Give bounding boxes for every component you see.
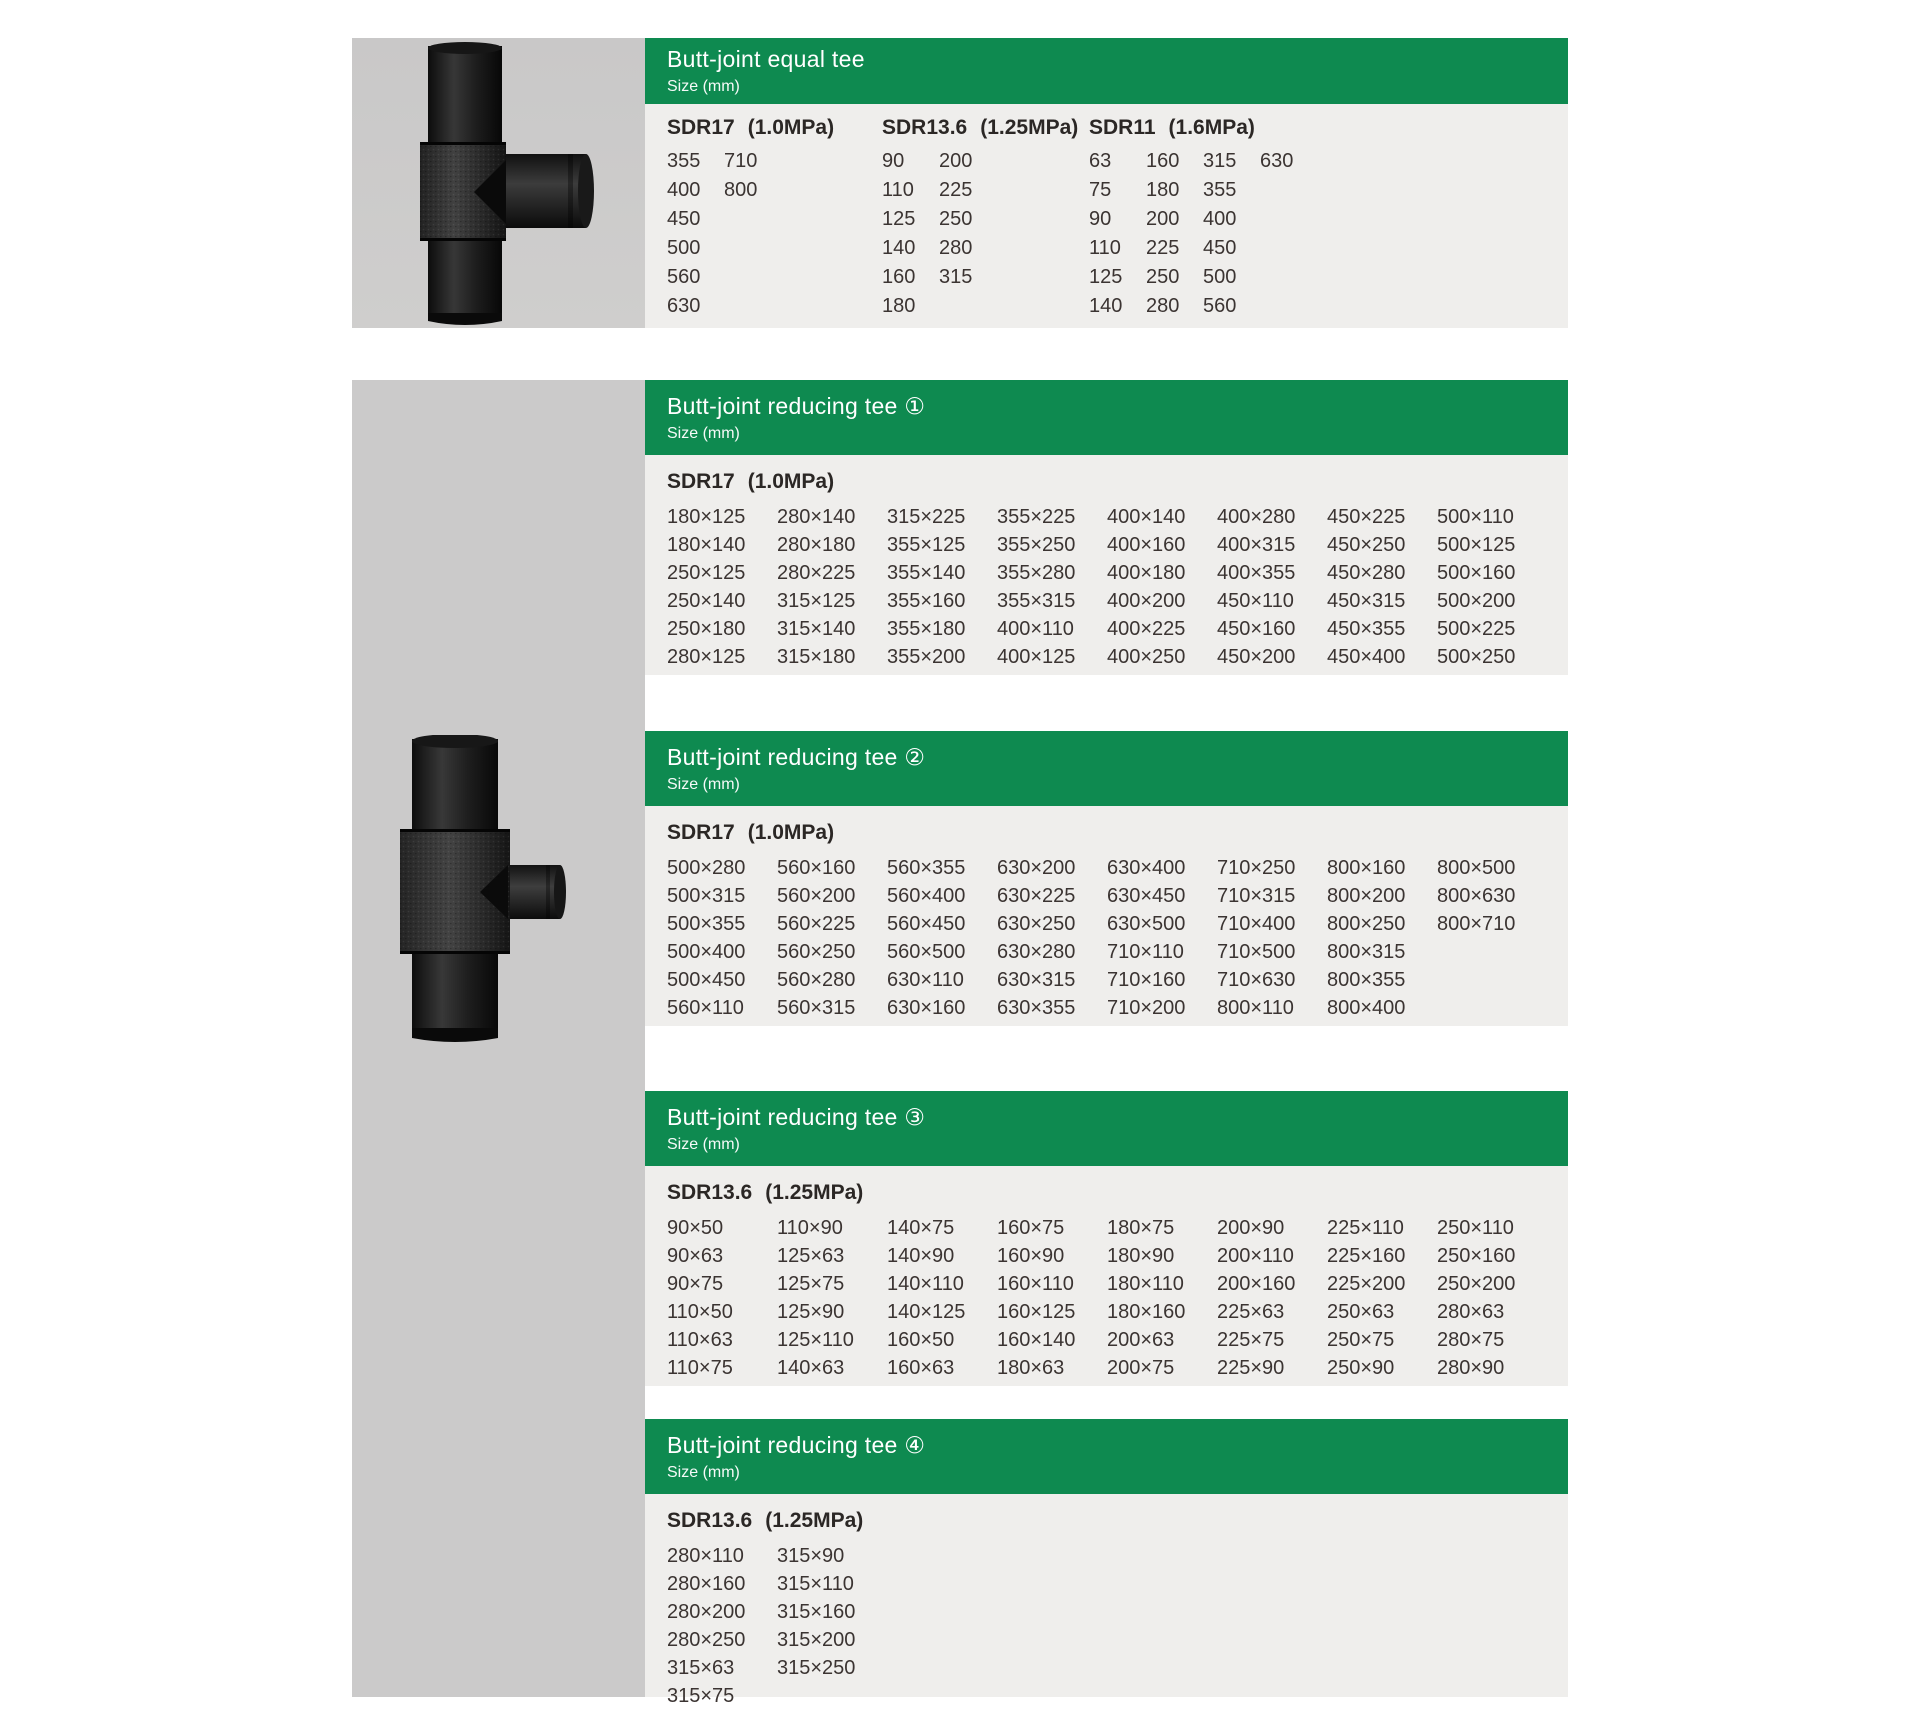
size-column <box>939 147 996 321</box>
size-value: 355×280 <box>997 562 1076 584</box>
size-value: 355×160 <box>887 590 966 612</box>
size-value: 110×63 <box>667 1329 733 1351</box>
reducing-tee-group <box>352 380 1568 1707</box>
size-value: 225×63 <box>1217 1301 1285 1323</box>
size-value: 280×225 <box>777 562 856 584</box>
product-photo-reducing-tee <box>352 735 645 1045</box>
product-photo-equal-tee <box>352 38 645 328</box>
size-column <box>1089 147 1146 321</box>
size-value: 355×200 <box>887 646 966 668</box>
size-value: 280×140 <box>777 506 856 528</box>
section-title: Butt-joint reducing tee ② <box>667 743 926 770</box>
size-value: 315×125 <box>777 590 856 612</box>
pressure-rating: (1.0MPa) <box>747 116 835 139</box>
size-value: 355×315 <box>997 590 1076 612</box>
size-value: 280×90 <box>1437 1357 1505 1379</box>
size-value: 160×63 <box>887 1357 955 1379</box>
size-column <box>1260 147 1317 321</box>
size-value: 160×125 <box>997 1301 1076 1323</box>
size-value: 180×90 <box>1107 1245 1175 1267</box>
size-value: 90×75 <box>667 1273 724 1295</box>
size-value: 180×160 <box>1107 1301 1186 1323</box>
size-column <box>1107 1214 1217 1382</box>
size-value: 630×400 <box>1107 857 1186 879</box>
size-value: 400×250 <box>1107 646 1186 668</box>
sdr-group-sdr13-6 <box>882 112 1089 328</box>
section-header <box>645 731 1568 806</box>
size-unit-label: Size (mm) <box>667 1463 740 1481</box>
size-columns <box>667 854 1568 1022</box>
size-column <box>667 147 724 321</box>
size-value: 225×110 <box>1327 1217 1404 1239</box>
size-value: 400×225 <box>1107 618 1186 640</box>
size-value: 160×110 <box>997 1273 1074 1295</box>
size-value: 160 <box>882 266 916 288</box>
size-value: 710×250 <box>1217 857 1296 879</box>
size-value: 500×280 <box>667 857 746 879</box>
section-reducing-tee-3 <box>645 1091 1568 1386</box>
section-header <box>645 1091 1568 1166</box>
size-value: 630×110 <box>887 969 964 991</box>
size-value: 125×90 <box>777 1301 845 1323</box>
size-value: 160×140 <box>997 1329 1076 1351</box>
size-value: 800×250 <box>1327 913 1406 935</box>
section-header <box>645 1419 1568 1494</box>
size-value: 560 <box>667 266 701 288</box>
size-value: 400×280 <box>1217 506 1296 528</box>
size-value: 560×160 <box>777 857 856 879</box>
pressure-rating: (1.0MPa) <box>747 470 835 493</box>
section-title: Butt-joint reducing tee ① <box>667 392 926 419</box>
size-value: 250×110 <box>1437 1217 1514 1239</box>
sdr-rating-row <box>667 1504 1568 1538</box>
size-value: 90 <box>882 150 905 172</box>
size-value: 160×75 <box>997 1217 1065 1239</box>
size-value: 125×110 <box>777 1329 854 1351</box>
size-value: 710×630 <box>1217 969 1296 991</box>
size-value: 560×200 <box>777 885 856 907</box>
size-value: 710×200 <box>1107 997 1186 1019</box>
product-photo-wrap <box>352 735 645 1045</box>
size-column <box>1217 1214 1327 1382</box>
size-table <box>645 455 1568 675</box>
size-value: 500×250 <box>1437 646 1516 668</box>
size-value: 140×110 <box>887 1273 964 1295</box>
size-value: 500 <box>1203 266 1237 288</box>
size-value: 450×250 <box>1327 534 1406 556</box>
size-value: 280×110 <box>667 1545 744 1567</box>
size-column <box>997 854 1107 1022</box>
size-value: 315×250 <box>777 1657 856 1679</box>
size-value: 315×180 <box>777 646 856 668</box>
size-value: 225×160 <box>1327 1245 1406 1267</box>
sdr-rating-row <box>667 465 1568 499</box>
size-value: 450 <box>667 208 701 230</box>
section-reducing-tee-1 <box>645 380 1568 675</box>
section-header <box>645 380 1568 455</box>
size-value: 355 <box>667 150 701 172</box>
size-value: 90 <box>1089 208 1112 230</box>
size-value: 800×500 <box>1437 857 1516 879</box>
sdr-rating: SDR17 <box>667 821 735 844</box>
size-value: 315 <box>939 266 973 288</box>
size-value: 500 <box>667 237 701 259</box>
size-value: 225×90 <box>1217 1357 1285 1379</box>
size-column <box>1217 503 1327 671</box>
size-columns <box>667 1542 1568 1710</box>
size-column <box>724 147 781 321</box>
size-value: 315×225 <box>887 506 966 528</box>
pressure-rating: (1.25MPa) <box>980 116 1079 139</box>
size-value: 180×125 <box>667 506 746 528</box>
size-value: 225 <box>1146 237 1180 259</box>
size-value: 125 <box>1089 266 1123 288</box>
size-value: 400×110 <box>997 618 1074 640</box>
sdr-rating: SDR17 <box>667 116 735 139</box>
size-value: 125×75 <box>777 1273 845 1295</box>
size-value: 110×90 <box>777 1217 843 1239</box>
size-value: 90×50 <box>667 1217 724 1239</box>
size-value: 800×200 <box>1327 885 1406 907</box>
sdr-group-sdr11 <box>1089 112 1568 328</box>
size-value: 355 <box>1203 179 1237 201</box>
size-value: 800×630 <box>1437 885 1516 907</box>
size-column <box>1203 147 1260 321</box>
size-value: 180×75 <box>1107 1217 1175 1239</box>
section-reducing-tee-2 <box>645 731 1568 1026</box>
sdr-group-sdr17 <box>667 112 882 328</box>
size-value: 560 <box>1203 295 1237 317</box>
size-unit-label: Size (mm) <box>667 78 740 95</box>
size-value: 800×110 <box>1217 997 1294 1019</box>
size-table <box>645 1166 1568 1386</box>
size-column <box>777 1542 887 1710</box>
size-value: 200×110 <box>1217 1245 1294 1267</box>
size-value: 225×75 <box>1217 1329 1285 1351</box>
size-value: 710 <box>724 150 758 172</box>
size-value: 560×500 <box>887 941 966 963</box>
size-value: 140×125 <box>887 1301 966 1323</box>
sdr-rating: SDR13.6 <box>667 1509 753 1532</box>
section-reducing-tee-4 <box>645 1419 1568 1707</box>
size-unit-label: Size (mm) <box>667 1135 740 1153</box>
section-title: Butt-joint reducing tee ③ <box>667 1103 926 1130</box>
size-value: 200×160 <box>1217 1273 1296 1295</box>
size-table <box>645 104 1568 328</box>
size-value: 630 <box>1260 150 1294 172</box>
size-value: 250×200 <box>1437 1273 1516 1295</box>
size-value: 560×355 <box>887 857 966 879</box>
size-value: 400×125 <box>997 646 1076 668</box>
size-value: 500×450 <box>667 969 746 991</box>
size-value: 400×200 <box>1107 590 1186 612</box>
size-column <box>777 854 887 1022</box>
size-table <box>645 1494 1568 1707</box>
size-value: 500×160 <box>1437 562 1516 584</box>
size-value: 160×90 <box>997 1245 1065 1267</box>
size-value: 630×280 <box>997 941 1076 963</box>
sdr-rating-row <box>667 112 882 144</box>
section-equal-tee <box>645 38 1568 328</box>
size-value: 630×250 <box>997 913 1076 935</box>
size-column <box>1327 1214 1437 1382</box>
size-value: 280×200 <box>667 1601 746 1623</box>
size-column <box>667 1542 777 1710</box>
size-columns <box>882 147 1089 321</box>
size-value: 800×355 <box>1327 969 1406 991</box>
size-value: 140×75 <box>887 1217 955 1239</box>
size-value: 75 <box>1089 179 1112 201</box>
size-value: 355×125 <box>887 534 966 556</box>
size-value: 630×450 <box>1107 885 1186 907</box>
size-column <box>667 854 777 1022</box>
size-value: 280×125 <box>667 646 746 668</box>
size-value: 200×90 <box>1217 1217 1285 1239</box>
pressure-rating: (1.6MPa) <box>1168 116 1255 139</box>
size-column <box>1437 854 1547 1022</box>
size-columns <box>667 1214 1568 1382</box>
size-columns <box>1089 147 1568 321</box>
size-column <box>1327 503 1437 671</box>
size-value: 280×180 <box>777 534 856 556</box>
size-value: 400×355 <box>1217 562 1296 584</box>
size-value: 710×160 <box>1107 969 1186 991</box>
size-value: 315×200 <box>777 1629 856 1651</box>
size-column <box>887 1214 997 1382</box>
size-value: 400×315 <box>1217 534 1296 556</box>
size-value: 110 <box>882 179 914 201</box>
size-value: 180×63 <box>997 1357 1065 1379</box>
size-value: 180 <box>882 295 916 317</box>
size-value: 400×140 <box>1107 506 1186 528</box>
size-column <box>1327 854 1437 1022</box>
sdr-rating: SDR13.6 <box>882 116 968 139</box>
size-value: 710×500 <box>1217 941 1296 963</box>
size-column <box>882 147 939 321</box>
size-value: 315×75 <box>667 1685 735 1707</box>
size-value: 355×250 <box>997 534 1076 556</box>
size-column <box>667 503 777 671</box>
size-value: 200×63 <box>1107 1329 1175 1351</box>
size-columns <box>667 147 882 321</box>
size-value: 450×280 <box>1327 562 1406 584</box>
size-column <box>997 503 1107 671</box>
size-value: 710×400 <box>1217 913 1296 935</box>
size-column <box>777 503 887 671</box>
size-value: 710×315 <box>1217 885 1296 907</box>
size-value: 400 <box>667 179 701 201</box>
size-value: 355×225 <box>997 506 1076 528</box>
size-value: 630×225 <box>997 885 1076 907</box>
size-value: 500×400 <box>667 941 746 963</box>
size-value: 200×75 <box>1107 1357 1175 1379</box>
section-header <box>645 38 1568 104</box>
size-value: 140 <box>1089 295 1123 317</box>
size-column <box>1107 854 1217 1022</box>
size-value: 280 <box>1146 295 1180 317</box>
size-value: 180×110 <box>1107 1273 1184 1295</box>
size-value: 500×200 <box>1437 590 1516 612</box>
size-value: 800×710 <box>1437 913 1516 935</box>
size-value: 450 <box>1203 237 1237 259</box>
size-value: 355×180 <box>887 618 966 640</box>
size-value: 450×110 <box>1217 590 1294 612</box>
size-value: 450×355 <box>1327 618 1406 640</box>
size-value: 250×63 <box>1327 1301 1395 1323</box>
size-value: 110×50 <box>667 1301 733 1323</box>
size-value: 630×315 <box>997 969 1076 991</box>
size-value: 630 <box>667 295 701 317</box>
size-value: 315×63 <box>667 1657 735 1679</box>
size-value: 500×225 <box>1437 618 1516 640</box>
equal-tee-group <box>352 38 1568 328</box>
size-value: 800×315 <box>1327 941 1406 963</box>
size-value: 400×180 <box>1107 562 1186 584</box>
pressure-rating: (1.25MPa) <box>765 1181 864 1204</box>
size-value: 400×160 <box>1107 534 1186 556</box>
size-column <box>667 1214 777 1382</box>
size-value: 250×90 <box>1327 1357 1395 1379</box>
size-value: 280×250 <box>667 1629 746 1651</box>
section-title: Butt-joint equal tee <box>667 46 865 72</box>
sdr-rating-row <box>1089 112 1568 144</box>
size-value: 315×110 <box>777 1573 854 1595</box>
size-value: 450×225 <box>1327 506 1406 528</box>
size-value: 560×280 <box>777 969 856 991</box>
size-value: 630×355 <box>997 997 1076 1019</box>
size-value: 560×250 <box>777 941 856 963</box>
size-value: 500×355 <box>667 913 746 935</box>
size-value: 315×90 <box>777 1545 845 1567</box>
size-value: 450×200 <box>1217 646 1296 668</box>
size-value: 225×200 <box>1327 1273 1406 1295</box>
size-value: 250 <box>1146 266 1180 288</box>
size-value: 500×315 <box>667 885 746 907</box>
size-value: 180 <box>1146 179 1180 201</box>
size-value: 560×315 <box>777 997 856 1019</box>
size-value: 500×125 <box>1437 534 1516 556</box>
size-value: 160 <box>1146 150 1180 172</box>
size-value: 630×500 <box>1107 913 1186 935</box>
size-value: 560×400 <box>887 885 966 907</box>
size-value: 710×110 <box>1107 941 1184 963</box>
size-value: 280×63 <box>1437 1301 1505 1323</box>
sdr-rating: SDR17 <box>667 470 735 493</box>
size-value: 125×63 <box>777 1245 845 1267</box>
size-value: 315×160 <box>777 1601 856 1623</box>
sdr-rating-row <box>667 816 1568 850</box>
size-column <box>887 854 997 1022</box>
size-column <box>1107 503 1217 671</box>
size-column <box>1146 147 1203 321</box>
size-value: 250×180 <box>667 618 746 640</box>
size-value: 250 <box>939 208 973 230</box>
size-value: 450×400 <box>1327 646 1406 668</box>
size-column <box>1437 503 1547 671</box>
size-value: 400 <box>1203 208 1237 230</box>
size-value: 315×140 <box>777 618 856 640</box>
size-value: 250×140 <box>667 590 746 612</box>
size-value: 450×315 <box>1327 590 1406 612</box>
size-value: 250×160 <box>1437 1245 1516 1267</box>
size-value: 800×400 <box>1327 997 1406 1019</box>
size-value: 140×90 <box>887 1245 955 1267</box>
size-columns <box>667 503 1568 671</box>
size-value: 355×140 <box>887 562 966 584</box>
size-value: 200 <box>939 150 973 172</box>
size-value: 280×75 <box>1437 1329 1505 1351</box>
size-value: 800×160 <box>1327 857 1406 879</box>
size-value: 630×160 <box>887 997 966 1019</box>
size-value: 450×160 <box>1217 618 1296 640</box>
size-value: 110 <box>1089 237 1121 259</box>
size-value: 160×50 <box>887 1329 955 1351</box>
photo-panel-reducing-tee <box>352 380 645 1697</box>
size-value: 630×200 <box>997 857 1076 879</box>
size-value: 140×63 <box>777 1357 845 1379</box>
sdr-rating-row <box>667 1176 1568 1210</box>
size-value: 90×63 <box>667 1245 724 1267</box>
size-value: 63 <box>1089 150 1112 172</box>
size-table <box>645 806 1568 1026</box>
pressure-rating: (1.0MPa) <box>747 821 835 844</box>
size-value: 250×75 <box>1327 1329 1395 1351</box>
size-value: 500×110 <box>1437 506 1514 528</box>
sdr-rating: SDR11 <box>1089 116 1156 139</box>
sdr-rating: SDR13.6 <box>667 1181 753 1204</box>
pressure-rating: (1.25MPa) <box>765 1509 864 1532</box>
sdr-rating-row <box>882 112 1089 144</box>
photo-panel-equal-tee <box>352 38 645 328</box>
size-value: 250×125 <box>667 562 746 584</box>
section-title: Butt-joint reducing tee ④ <box>667 1431 926 1458</box>
size-value: 800 <box>724 179 758 201</box>
size-column <box>997 1214 1107 1382</box>
size-value: 560×225 <box>777 913 856 935</box>
size-value: 180×140 <box>667 534 746 556</box>
size-unit-label: Size (mm) <box>667 775 740 793</box>
size-value: 315 <box>1203 150 1237 172</box>
size-value: 560×110 <box>667 997 744 1019</box>
size-value: 280 <box>939 237 973 259</box>
size-column <box>1437 1214 1547 1382</box>
size-value: 280×160 <box>667 1573 746 1595</box>
size-value: 200 <box>1146 208 1180 230</box>
size-unit-label: Size (mm) <box>667 424 740 442</box>
size-column <box>1217 854 1327 1022</box>
size-value: 560×450 <box>887 913 966 935</box>
size-value: 125 <box>882 208 916 230</box>
size-value: 225 <box>939 179 973 201</box>
size-column <box>777 1214 887 1382</box>
size-column <box>887 503 997 671</box>
size-value: 110×75 <box>667 1357 733 1379</box>
size-value: 140 <box>882 237 916 259</box>
